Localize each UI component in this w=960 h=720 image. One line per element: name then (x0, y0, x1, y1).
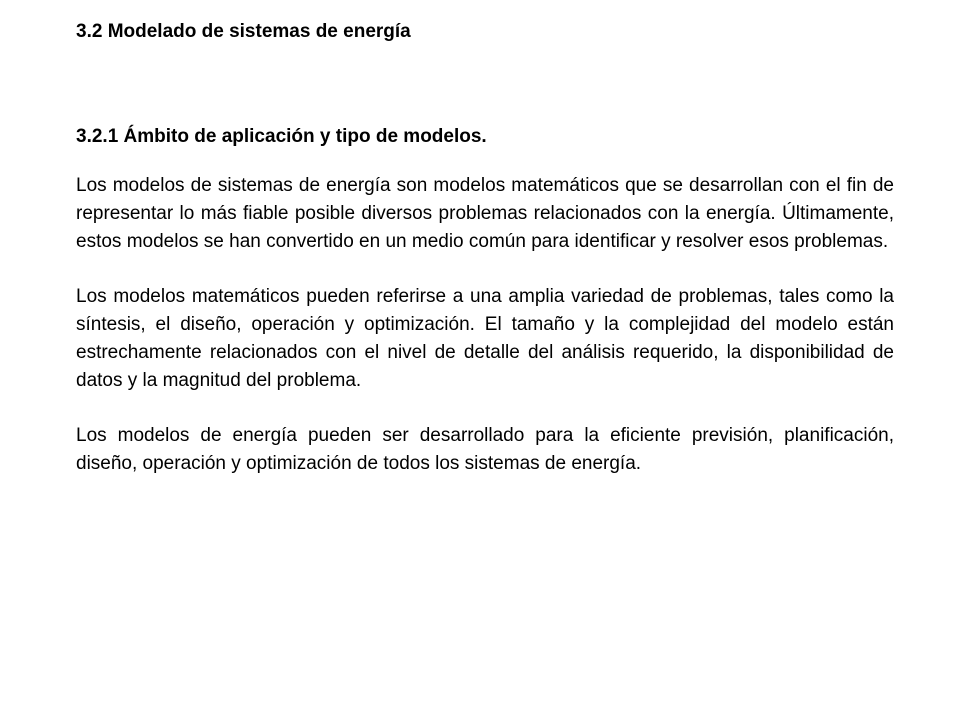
document-page (76, 18, 894, 478)
subsection-title: 3.2.1 Ámbito de aplicación y tipo de modelos. (76, 126, 487, 147)
paragraph-3: Los modelos de energía pueden ser desarrollado para la eficiente previsión, planificación, diseño, operación y optimización de todos los sistemas de energía. (76, 425, 894, 474)
paragraph-1: Los modelos de sistemas de energía son modelos matemáticos que se desarrollan con el fin de representar lo más fiable posible diversos problemas relacionados con la energía. Últimamente, estos modelos se han convertido en un medio común para identificar y resolver esos problemas. (76, 175, 894, 252)
paragraph-2: Los modelos matemáticos pueden referirse a una amplia variedad de problemas, tales como la síntesis, el diseño, operación y optimización. El tamaño y la complejidad del modelo están estrechamente relacionados con el nivel de detalle del análisis requerido, la disponibilidad de datos y la magnitud del problema. (76, 286, 894, 391)
section-title: 3.2 Modelado de sistemas de energía (76, 21, 411, 42)
